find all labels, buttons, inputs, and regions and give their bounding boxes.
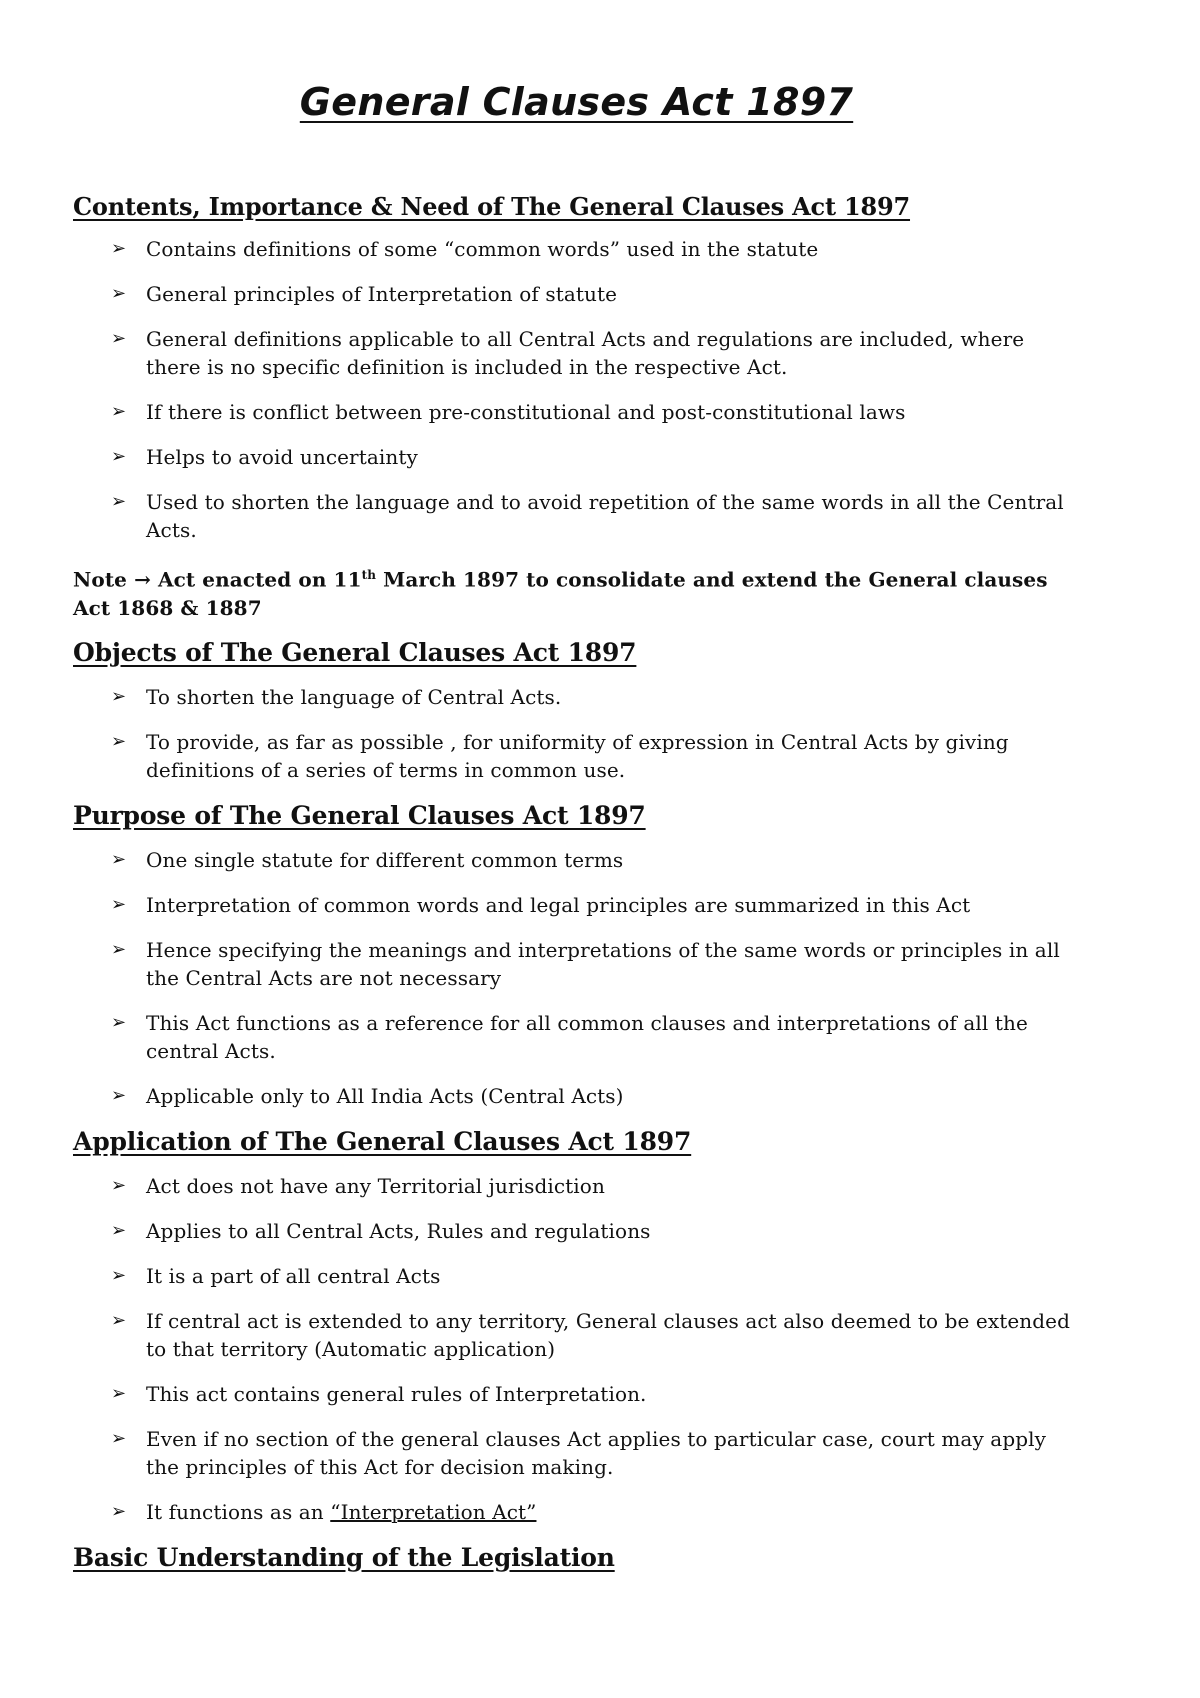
arrow-bullet-icon: ➢ [111, 1264, 127, 1286]
section-application [73, 1127, 1080, 1526]
list-item: ➢ One single statute for different common terms [111, 847, 624, 872]
section-basic-understanding [73, 1543, 1080, 1572]
arrow-bullet-icon: ➢ [111, 938, 127, 960]
note-label: Note [73, 567, 127, 592]
section-heading: Contents, Importance & Need of The General Clauses Act 1897 [73, 192, 911, 221]
list-item: ➢ Used to shorten the language and to avoid repetition of the same words in all the Central Acts. [111, 490, 1064, 542]
arrow-bullet-icon: ➢ [111, 491, 127, 512]
list-item: ➢ This Act functions as a reference for all common clauses and interpretations of all the central Acts. [111, 1010, 1028, 1063]
arrow-bullet-icon: ➢ [111, 401, 127, 422]
section-heading: Objects of The General Clauses Act 1897 [73, 637, 637, 667]
section-purpose [73, 801, 1080, 1110]
arrow-bullet-icon: ➢ [111, 1011, 127, 1033]
section-heading: Basic Understanding of the Legislation [73, 1542, 615, 1572]
bullet-list [73, 235, 1080, 544]
arrow-bullet-icon: ➢ [111, 238, 127, 259]
list-item: ➢ Interpretation of common words and legal principles are summarized in this Act [111, 892, 971, 917]
bullet-list [73, 846, 1080, 1110]
list-item: ➢ Applies to all Central Acts, Rules and regulations [111, 1218, 651, 1243]
arrow-bullet-icon: ➢ [111, 446, 127, 467]
right-arrow-icon: → [134, 567, 151, 592]
list-item: ➢ To provide, as far as possible , for uniformity of expression in Central Acts by giving definitions of a series of terms in common use. [111, 729, 1009, 782]
list-item: ➢ Contains definitions of some “common words” used in the statute [111, 237, 819, 261]
arrow-bullet-icon: ➢ [111, 1084, 127, 1106]
arrow-bullet-icon: ➢ [111, 848, 127, 870]
list-item: ➢ Applicable only to All India Acts (Central Acts) [111, 1083, 624, 1108]
list-item: ➢ Hence specifying the meanings and interpretations of the same words or principles in all the Central Acts are not necessary [111, 937, 1060, 990]
bullet-list [73, 1172, 1080, 1526]
list-item: ➢ General definitions applicable to all Central Acts and regulations are included, where there is no specific definition is included in the respective Act. [111, 327, 1025, 379]
arrow-bullet-icon: ➢ [111, 685, 127, 707]
section-heading: Application of The General Clauses Act 1897 [73, 1126, 692, 1156]
list-item: ➢ To shorten the language of Central Acts. [111, 684, 562, 709]
list-item: ➢ It functions as an “Interpretation Act” [111, 1499, 537, 1524]
arrow-bullet-icon: ➢ [111, 893, 127, 915]
arrow-bullet-icon: ➢ [111, 283, 127, 304]
arrow-bullet-icon: ➢ [111, 1174, 127, 1196]
list-item: ➢ If there is conflict between pre-constitutional and post-constitutional laws [111, 400, 906, 424]
section-objects [73, 638, 1080, 784]
arrow-bullet-icon: ➢ [111, 1309, 127, 1331]
document-title: General Clauses Act 1897 [299, 80, 854, 124]
arrow-bullet-icon: ➢ [111, 730, 127, 752]
list-item: ➢ If central act is extended to any territory, General clauses act also deemed to be extended to that territory (Automatic application) [111, 1308, 1071, 1361]
list-item: ➢ It is a part of all central Acts [111, 1263, 441, 1288]
note-paragraph: Note → Act enacted on 11th March 1897 to consolidate and extend the General clauses Act 1868 & 1887 [73, 567, 1048, 620]
arrow-bullet-icon: ➢ [111, 1382, 127, 1404]
list-item: ➢ Even if no section of the general clauses Act applies to particular case, court may apply the principles of this Act for decision making. [111, 1426, 1047, 1479]
list-item: ➢ Act does not have any Territorial jurisdiction [111, 1173, 605, 1198]
arrow-bullet-icon: ➢ [111, 1500, 127, 1522]
arrow-bullet-icon: ➢ [111, 1427, 127, 1449]
list-item: ➢ General principles of Interpretation of statute [111, 282, 618, 306]
interpretation-act-term: “Interpretation Act” [330, 1499, 537, 1524]
list-item: ➢ This act contains general rules of Interpretation. [111, 1381, 647, 1406]
section-contents [73, 192, 1080, 622]
arrow-bullet-icon: ➢ [111, 1219, 127, 1241]
arrow-bullet-icon: ➢ [111, 328, 127, 349]
bullet-list [73, 683, 1080, 784]
list-item: ➢ Helps to avoid uncertainty [111, 445, 418, 469]
section-heading: Purpose of The General Clauses Act 1897 [73, 800, 646, 830]
